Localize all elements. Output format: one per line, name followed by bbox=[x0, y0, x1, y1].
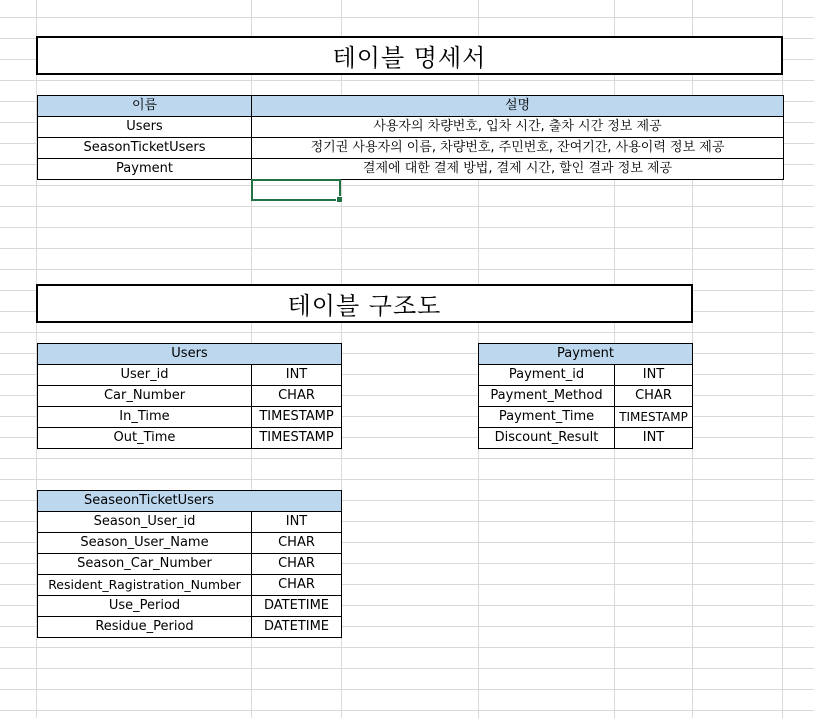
field-type-cell[interactable]: DATETIME bbox=[252, 596, 342, 617]
table-row bbox=[38, 159, 784, 180]
spec-header-name-cell[interactable]: 이름 bbox=[38, 96, 252, 117]
table-row bbox=[38, 575, 342, 596]
field-name-cell[interactable]: Season_User_Name bbox=[38, 533, 252, 554]
spec-desc-cell[interactable]: 정기권 사용자의 이름, 차량번호, 주민번호, 잔여기간, 사용이력 정보 제공 bbox=[252, 138, 784, 159]
field-type-cell[interactable]: CHAR bbox=[252, 533, 342, 554]
table-row bbox=[38, 554, 342, 575]
spec-name-cell[interactable]: Users bbox=[38, 117, 252, 138]
season-table-name[interactable]: SeaseonTicketUsers bbox=[38, 491, 342, 512]
field-type-cell[interactable]: INT bbox=[252, 365, 342, 386]
field-type-cell[interactable]: TIMESTAMP bbox=[252, 428, 342, 449]
table-row bbox=[479, 428, 693, 449]
fill-handle[interactable] bbox=[336, 196, 343, 203]
table-row bbox=[479, 365, 693, 386]
field-name-cell[interactable]: Discount_Result bbox=[479, 428, 615, 449]
field-name-cell[interactable]: User_id bbox=[38, 365, 252, 386]
spec-desc-cell[interactable]: 사용자의 차량번호, 입차 시간, 출차 시간 정보 제공 bbox=[252, 117, 784, 138]
spec-table bbox=[37, 95, 784, 180]
payment-table-name[interactable]: Payment bbox=[479, 344, 693, 365]
spec-title-box[interactable] bbox=[36, 36, 783, 75]
season-header-row bbox=[38, 491, 342, 512]
spec-header-desc-cell[interactable]: 설명 bbox=[252, 96, 784, 117]
field-type-cell[interactable]: CHAR bbox=[252, 386, 342, 407]
spec-header-row bbox=[38, 96, 784, 117]
field-type-cell[interactable]: CHAR bbox=[615, 386, 693, 407]
field-name-cell[interactable]: Season_Car_Number bbox=[38, 554, 252, 575]
field-name-cell[interactable]: Season_User_id bbox=[38, 512, 252, 533]
table-row bbox=[38, 117, 784, 138]
table-row bbox=[479, 386, 693, 407]
field-name-cell[interactable]: Out_Time bbox=[38, 428, 252, 449]
table-row bbox=[38, 407, 342, 428]
field-type-cell[interactable]: CHAR bbox=[252, 575, 342, 596]
spec-title: 테이블 명세서 bbox=[332, 44, 487, 72]
field-type-cell[interactable]: CHAR bbox=[252, 554, 342, 575]
field-name-cell[interactable]: Resident_Ragistration_Number bbox=[38, 575, 252, 596]
users-table bbox=[37, 343, 342, 449]
users-header-row bbox=[38, 344, 342, 365]
selected-cell[interactable] bbox=[251, 179, 341, 201]
spec-name-cell[interactable]: Payment bbox=[38, 159, 252, 180]
table-row bbox=[479, 407, 693, 428]
table-row bbox=[38, 365, 342, 386]
table-row bbox=[38, 428, 342, 449]
field-name-cell[interactable]: Car_Number bbox=[38, 386, 252, 407]
table-row bbox=[38, 512, 342, 533]
table-row bbox=[38, 533, 342, 554]
users-table-name[interactable]: Users bbox=[38, 344, 342, 365]
table-row bbox=[38, 386, 342, 407]
field-name-cell[interactable]: Residue_Period bbox=[38, 617, 252, 638]
table-row bbox=[38, 617, 342, 638]
field-type-cell[interactable]: INT bbox=[615, 428, 693, 449]
payment-table bbox=[478, 343, 693, 449]
field-name-cell[interactable]: Payment_id bbox=[479, 365, 615, 386]
spec-desc-cell[interactable]: 결제에 대한 결제 방법, 결제 시간, 할인 결과 정보 제공 bbox=[252, 159, 784, 180]
field-type-cell[interactable]: INT bbox=[615, 365, 693, 386]
field-type-cell[interactable]: TIMESTAMP bbox=[615, 407, 693, 428]
season-ticket-users-table bbox=[37, 490, 342, 638]
structure-title-box[interactable] bbox=[36, 284, 693, 323]
structure-title: 테이블 구조도 bbox=[287, 292, 442, 320]
table-row bbox=[38, 138, 784, 159]
field-name-cell[interactable]: In_Time bbox=[38, 407, 252, 428]
field-name-cell[interactable]: Payment_Method bbox=[479, 386, 615, 407]
payment-header-row bbox=[479, 344, 693, 365]
table-row bbox=[38, 596, 342, 617]
spec-name-cell[interactable]: SeasonTicketUsers bbox=[38, 138, 252, 159]
field-name-cell[interactable]: Use_Period bbox=[38, 596, 252, 617]
field-type-cell[interactable]: DATETIME bbox=[252, 617, 342, 638]
field-type-cell[interactable]: INT bbox=[252, 512, 342, 533]
field-type-cell[interactable]: TIMESTAMP bbox=[252, 407, 342, 428]
field-name-cell[interactable]: Payment_Time bbox=[479, 407, 615, 428]
